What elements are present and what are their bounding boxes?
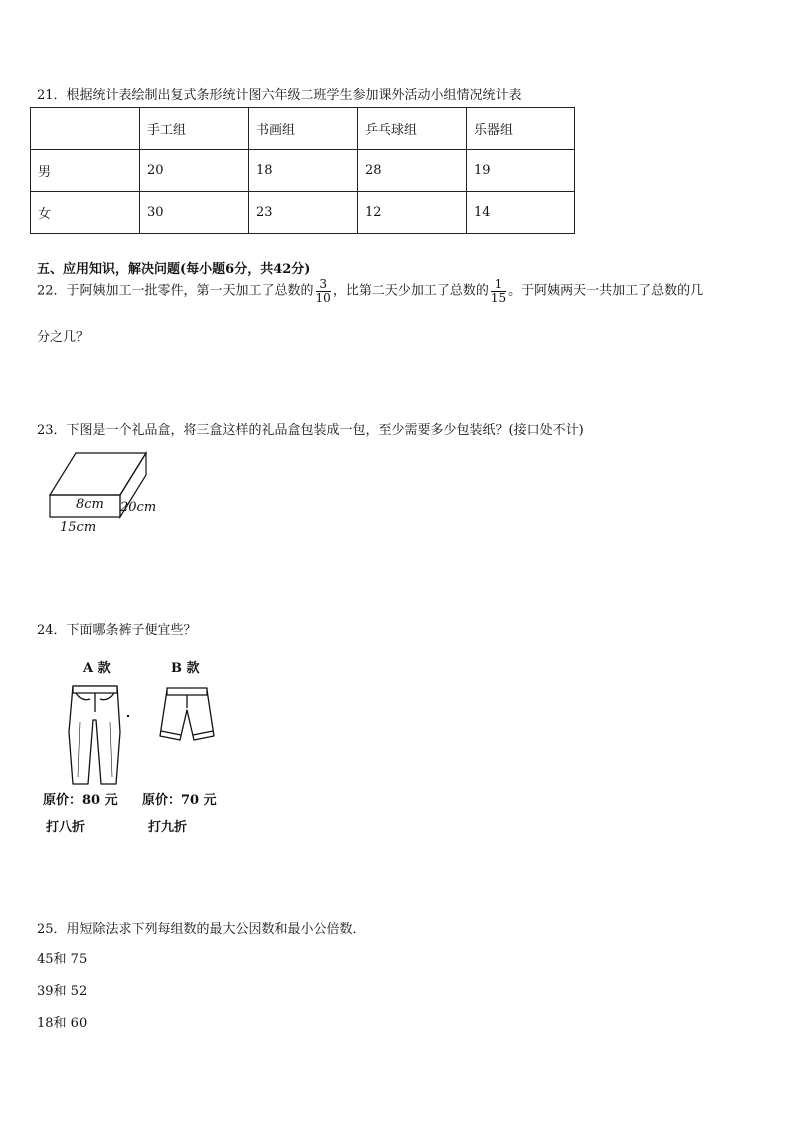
dot-mark	[127, 715, 129, 717]
table-header-row	[31, 108, 575, 150]
table-cell: 14	[467, 192, 575, 234]
option-a-label: A 款	[83, 661, 111, 676]
fraction-denominator: 15	[490, 290, 507, 305]
long-pants-icon	[66, 682, 124, 786]
q22-part3: 。于阿姨两天一共加工了总数的几	[508, 283, 704, 299]
q25-text: 25．用短除法求下列每组数的最大公因数和最小公倍数．	[37, 922, 366, 937]
table-header-cell: 手工组	[140, 108, 249, 150]
table-row	[31, 192, 575, 234]
stat-table	[30, 107, 575, 234]
box-depth-label: 20cm	[120, 500, 157, 515]
fraction-1-15	[491, 278, 506, 304]
table-cell: 男	[31, 150, 140, 192]
table-cell: 28	[358, 150, 467, 192]
list-item: 45和 75	[37, 952, 88, 967]
q22-part2: ，比第二天少加工了总数的	[332, 283, 489, 299]
q23-text: 23．下图是一个礼品盒，将三盒这样的礼品盒包装成一包，至少需要多少包装纸？(接口处不计)	[37, 423, 584, 438]
q22-line1	[37, 278, 703, 304]
section-title: 五、应用知识，解决问题(每小题6分，共42分)	[37, 262, 311, 277]
fraction-numerator: 1	[491, 278, 506, 292]
table-cell: 18	[249, 150, 358, 192]
table-cell: 12	[358, 192, 467, 234]
table-header-cell: 乐器组	[467, 108, 575, 150]
table-cell: 23	[249, 192, 358, 234]
box-height-label: 8cm	[76, 497, 104, 512]
list-item: 39和 52	[37, 984, 88, 999]
fraction-numerator: 3	[316, 278, 331, 292]
table-cell: 女	[31, 192, 140, 234]
q21-title: 21．根据统计表绘制出复式条形统计图六年级二班学生参加课外活动小组情况统计表	[37, 88, 522, 103]
table-cell: 19	[467, 150, 575, 192]
box-length-label: 15cm	[60, 520, 97, 535]
q22-part1: 22．于阿姨加工一批零件，第一天加工了总数的	[37, 283, 314, 299]
option-b-price: 原价：70 元	[142, 793, 217, 808]
table-row	[31, 150, 575, 192]
table-cell: 20	[140, 150, 249, 192]
shorts-icon	[156, 684, 218, 746]
fraction-3-10	[316, 278, 331, 304]
table-header-cell	[31, 108, 140, 150]
q24-text: 24．下面哪条裤子便宜些？	[37, 623, 197, 638]
fraction-denominator: 10	[315, 290, 331, 305]
option-a-discount: 打八折	[46, 820, 86, 835]
option-a-price: 原价：80 元	[43, 793, 118, 808]
table-cell: 30	[140, 192, 249, 234]
list-item: 18和 60	[37, 1016, 88, 1031]
box-top-face	[50, 453, 146, 495]
option-b-discount: 打九折	[148, 820, 188, 835]
table-header-cell: 乒乓球组	[358, 108, 467, 150]
table-header-cell: 书画组	[249, 108, 358, 150]
q22-line2: 分之几？	[37, 330, 90, 345]
option-b-label: B 款	[171, 661, 200, 676]
